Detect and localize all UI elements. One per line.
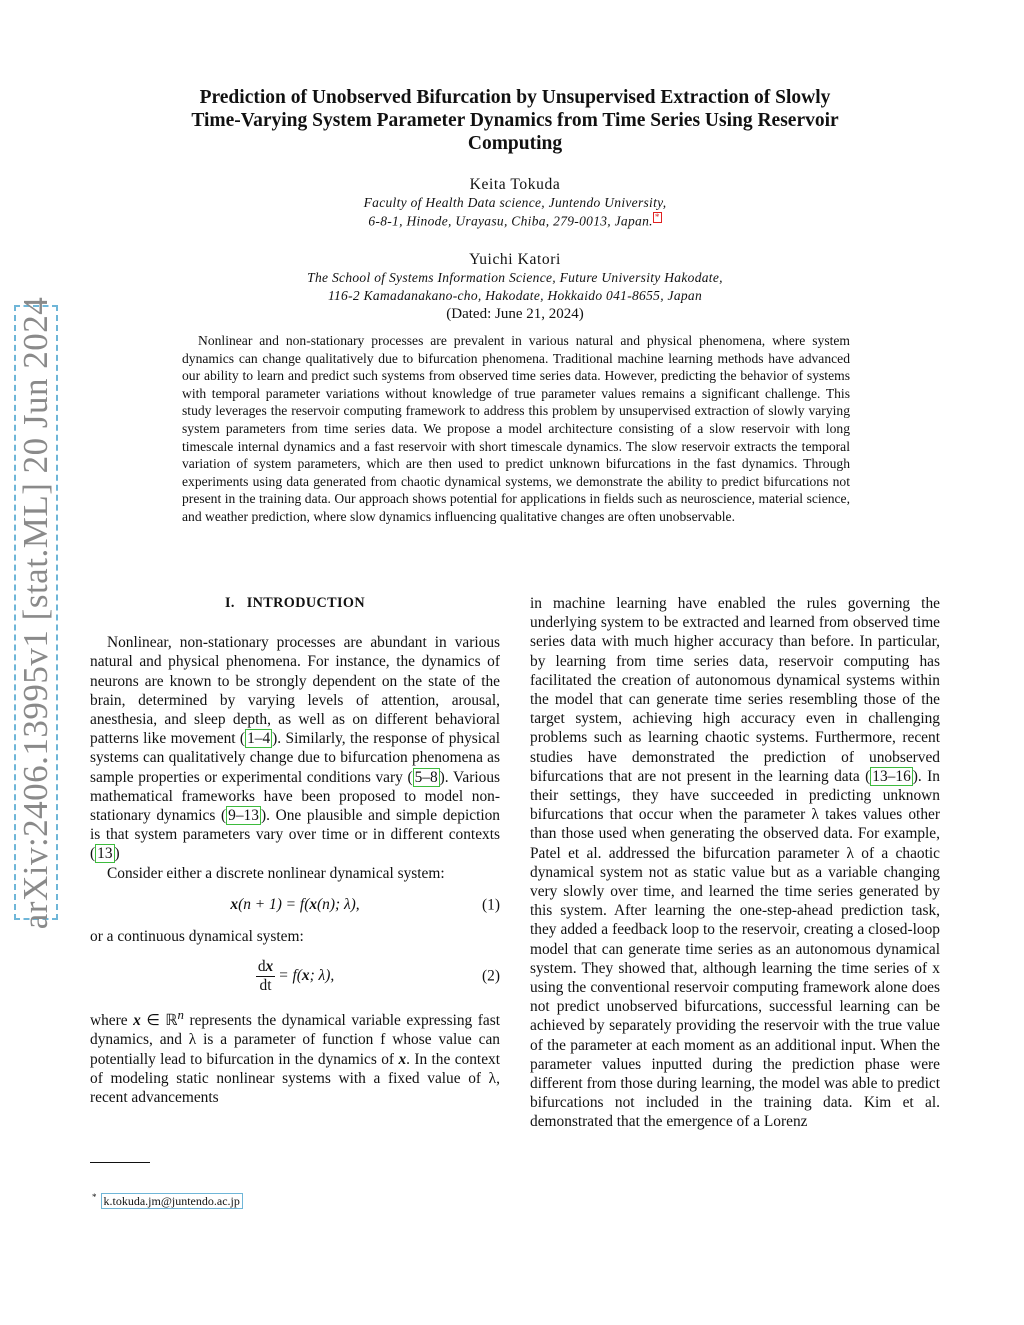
left-column [90,594,500,1107]
title-line: Time-Varying System Parameter Dynamics from Time Series Using Reservoir [191,110,839,131]
title-line: Prediction of Unobserved Bifurcation by Unsupervised Extraction of Slowly [199,87,831,108]
abstract: Nonlinear and non-stationary processes are prevalent in various natural and physical phenomena, where system dynamics can change qualitatively due to bifurcation phenomena. Traditional machine learning methods have advanced our ability to learn and predict such systems from observed time series data. However, predicting the behavior of systems with temporal parameter variations without knowledge of true parameter values remains a significant challenge. This study leverages the reservoir computing framework to address this problem by unsupervised extraction of slowly varying system parameters from time series data. We propose a model architecture consisting of a slow reservoir with long timescale internal dynamics and a fast reservoir with short timescale dynamics. The slow reservoir extracts the temporal variation of system parameters, which are then used to predict unknown bifurcations in the fast dynamics. Through experiments using data generated from chaotic dynamical systems, we demonstrate the ability to predict bifurcations not present in the training data. Our approach shows potential for applications in fields such as neuroscience, material science, and weather prediction, where slow dynamics influencing qualitative changes are often unobservable. [182,333,850,524]
footnote-divider [90,1162,150,1163]
author-affiliation: 6-8-1, Hinode, Urayasu, Chiba, 279-0013, Japan. * [368,212,660,229]
intro-paragraph-1: Nonlinear, non-stationary processes are abundant in various natural and physical phenomena. For instance, the dynamics of neurons are known to be strongly dependent on the state of the brain, determined by varying levels of attention, arousal, anesthesia, and sleep depth, as well as on different behavioral patterns like movement ( 1–4 ). Similarly, the response of physical systems can qualitatively change due to bifurcation phenomena as sample properties or experimental conditions vary ( 5–8 ). Various mathematical frameworks have been proposed to model non-stationary dynamics ( 9–13 ). One plausible and simple depiction is that system parameters vary over time or in different contexts ( 13 ) [90,634,501,863]
author-affiliation: 116-2 Kamadanakano-cho, Hakodate, Hokkaido 041-8655, Japan [327,288,703,303]
dated-line: (Dated: June 21, 2024) [446,306,584,322]
author-name: Yuichi Katori [469,251,561,268]
equation-1-body: x(n + 1) = f(x(n); λ), [230,896,360,914]
author-affiliation: The School of Systems Information Science, Future University Hakodate, [307,270,723,285]
citation-link[interactable]: 9–13 [228,807,259,825]
derivative-fraction: $\frac{dx}{dt}$ [257,957,274,994]
citation-link[interactable]: 1–4 [247,730,271,748]
author-block-1 [150,176,880,231]
equation-1 [90,883,500,927]
arxiv-identifier-stamp[interactable] [14,296,58,929]
citation-link[interactable]: 5–8 [414,768,438,786]
paper-title [110,86,920,155]
right-column [530,594,940,1132]
title-line: Computing [467,133,563,154]
intro-paragraph-4: where x ∈ ℝ$^n$ represents the dynamical variable expressing fast dynamics, and λ is a parameter of function f whose value can potentially lead to bifurcation in the dynamics of x. In the context of modeling static nonlinear systems with a fixed value of λ, recent advancements [90,1008,500,1106]
intro-paragraph-3: or a continuous dynamical system: [90,927,304,945]
equation-number: (2) [482,967,500,985]
intro-paragraph-continued: in machine learning have enabled the rules governing the underlying system to be extracted and learned from observed time series data with much higher accuracy than before. In particular, by learning from time series data, reservoir computing has facilitated the creation of autonomous dynamical systems within the model that can generate time series resembling those of the target system, achieving high accuracy even in challenging problems such as learning chaotic systems. Furthermore, recent studies have demonstrated the prediction of unobserved bifurcations that are not present in the learning data ( 13–16 ). In their settings, they have succeeded in predicting unknown bifurcations that occur when the parameter λ takes values other than those used when generating the observed data. For example, Patel et al. addressed the bifurcation parameter λ of a chaotic dynamical system not as static value but as a variable changing very slowly over time, and learned the time series generated by this system. After learning the one-step-ahead prediction task, they added a feedback loop to the reservoir, creating a closed-loop model that can generate time series as an autonomous dynamical system. They showed that, although learning the time series of x using the conventional reservoir computing framework alone does not predict unobserved bifurcations, successful learning can be achieved by separately providing the reservoir with the true value of the parameter at each moment as an additional input. When the parameter values inputted during the prediction phase were different from those during learning, the model was able to predict bifurcations not included in the training data. Kim et al. demonstrated that the emergence of a Lorenz [530,595,940,1131]
email-link[interactable]: k.tokuda.jm@juntendo.ac.jp [101,1193,243,1209]
author-name: Keita Tokuda [469,176,561,193]
footnote-link[interactable]: * [654,212,660,222]
author-affiliation: Faculty of Health Data science, Juntendo University, [363,195,667,210]
equation-number: (1) [482,896,500,914]
citation-link[interactable]: 13–16 [872,767,911,785]
intro-paragraph-2: Consider either a discrete nonlinear dynamical system: [107,864,445,882]
footnote [92,1192,243,1209]
arxiv-identifier: arXiv:2406.13995v1 [stat.ML] 20 Jun 2024 [16,296,55,929]
author-block-2 [150,251,880,323]
citation-link[interactable]: 13 [97,845,113,863]
equation-2: $\frac{dx}{dt}$ = f( x ; λ), (2) [257,957,500,994]
section-heading: I. INTRODUCTION [224,595,366,611]
footnote-mark: * [92,1192,97,1202]
